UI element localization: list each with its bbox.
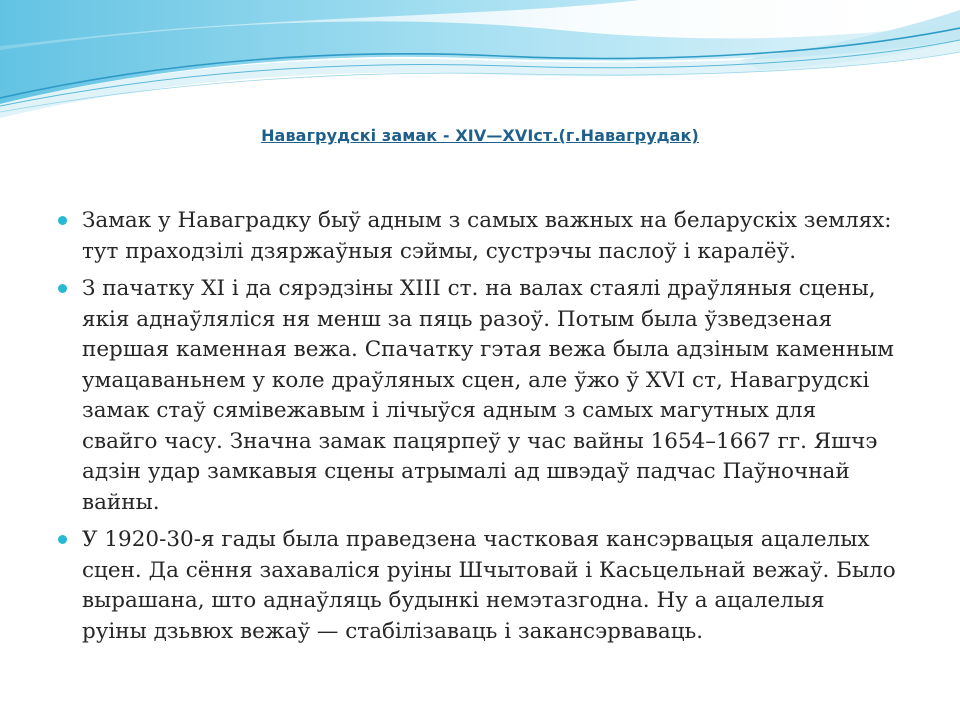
bullet-item [56,274,896,518]
wave-header-decoration [0,0,960,140]
bullet-dot-icon [58,284,67,293]
bullet-item [56,206,896,267]
slide-title: Навагрудскі замак - XIV—XVIст.(г.Навагрудак) [261,126,699,145]
bullet-item [56,525,896,647]
bullet-list [56,206,896,654]
bullet-text: Замак у Наваградку быў адным з самых важных на беларускіх землях: тут праходзілі дзяржаўныя сэймы, сустрэчы паслоў і каралёў. [82,208,892,264]
bullet-text: З пачатку XI і да сярэдзіны XIII ст. на валах стаялі драўляныя сцены, якія аднаўляліся ня менш за пяць разоў. Потым была ўзведзеная першая каменная вежа. Спачатку гэтая вежа была адзіным каменным умацаваньнем у коле драўляных сцен, але ўжо ў XVI ст, Навагрудскі замак стаў сямівежавым і лічыўся адным з самых магутных для свайго часу. Значна замак пацярпеў у час вайны 1654–1667 гг. Яшчэ адзін удар замкавыя сцены атрымалі ад швэдаў падчас Паўночнай вайны. [82,276,895,515]
bullet-text: У 1920-30-я гады была праведзена частковая кансэрвацыя ацалелых сцен. Да сёння захаваліся руіны Шчытовай і Касьцельнай вежаў. Было вырашана, што аднаўляць будынкі немэтазгодна. Ну а ацалелыя руіны дзьвюх вежаў — стабілізаваць і закансэрваваць. [82,527,896,644]
bullet-dot-icon [58,535,67,544]
bullet-dot-icon [58,216,67,225]
